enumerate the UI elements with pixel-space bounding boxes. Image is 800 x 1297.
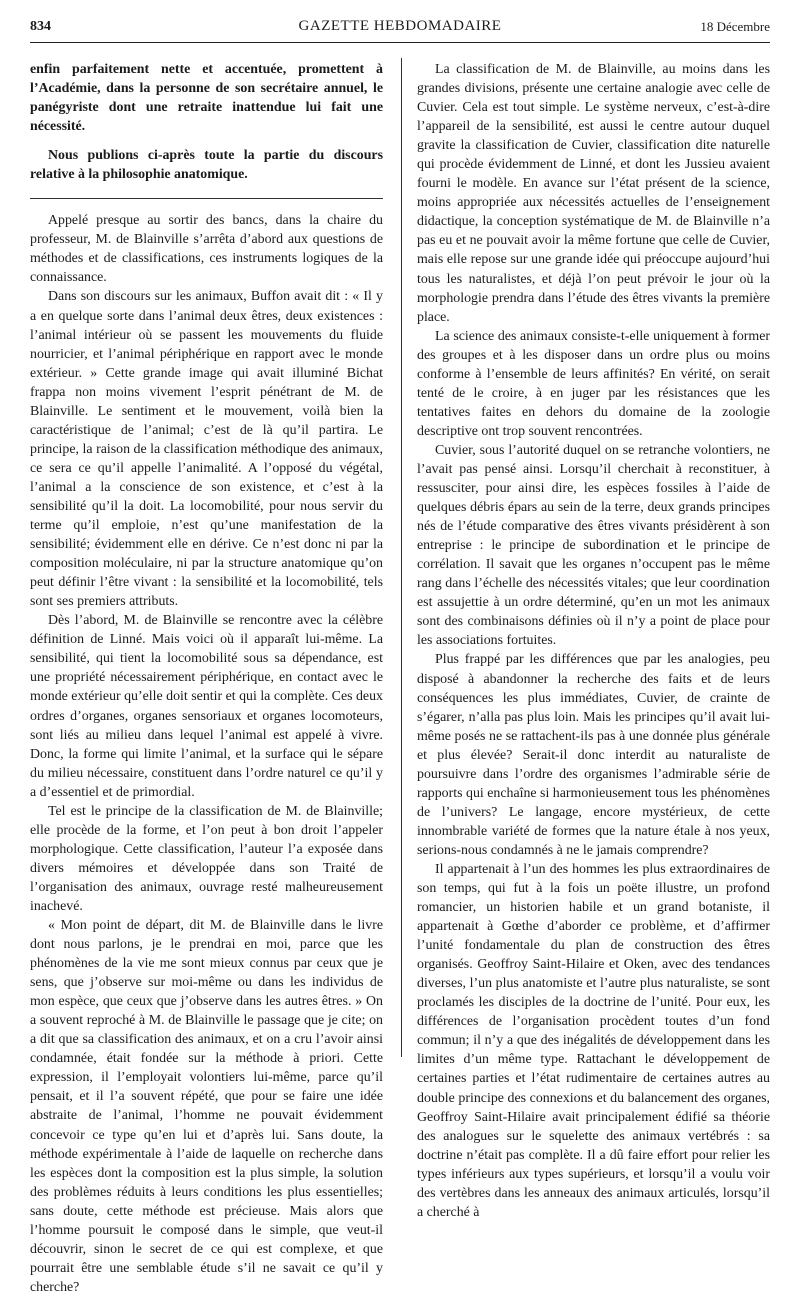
right-column xyxy=(417,60,770,1220)
body-paragraph: Appelé presque au sortir des bancs, dans la chaire du professeur, M. de Blainville s’arrêta d’abord aux questions de méthodes et de classifications, ces instruments logiques de la connaissance. xyxy=(30,213,383,286)
body-paragraph: « Mon point de départ, dit M. de Blainville dans le livre dont nous parlons, je le prendrai en moi, parce que les phénomènes de la vie me sont mieux connus par ceux que je sens, que j’observe sur moi-même ou dans les individus de mon espèce, que ceux que j’observe dans les autres êtres. » On a souvent reproché à M. de Blainville le passage que je cite; on a dit que sa classification des animaux, et on a cru l’avoir ainsi condamnée, était fondée sur la méthode à priori. Cette expression, il l’employait volontiers lui-même, parce qu’il pensait, et il l’a souvent répété, que pour se faire une idée abstraite de l’animal, l’homme ne pouvait évidemment concevoir ce type qu’en lui et d’après lui. Sans doute, la méthode expérimentale à l’aide de laquelle on recherche dans les espèces dont la composition est la plus simple, la solution des problèmes réduits à leurs conditions les plus essentielles; sans doute, cette méthode est précieuse. Mais alors que l’homme poursuit le composé dans le simple, que veut-il découvrir, sinon le secret de ce qui est complexe, et que pourrait être une semblable étude s’il ne savait ce qu’il y cherche? xyxy=(30,918,383,1295)
journal-title: GAZETTE HEBDOMADAIRE xyxy=(298,18,502,34)
body-paragraph: La classification de M. de Blainville, au moins dans les grandes divisions, présente une certaine analogie avec celle de Cuvier. Cela est tout simple. Le système nerveux, c’est-à-dire l’appareil de la sensibilité, est aussi le centre autour duquel gravite la classification de Cuvier, classification dite naturelle qui procède évidemment de Linné, et dont les Jussieu avaient fourni le modèle. En avance sur l’état présent de la science, moins appropriée aux nécessités actuelles de l’enseignement didactique, la conception systématique de M. de Blainville n’a pas eu et ne pouvait avoir la même fortune que celle de Cuvier, mais elle repose sur une grande idée qui préoccupe aujourd’hui tous les naturalistes, et déjà l’on peut prévoir le jour où la morphologie prendra dans l’étude des êtres vivants la première place. xyxy=(417,62,770,325)
section-separator xyxy=(30,198,383,199)
left-column xyxy=(30,60,383,1295)
body-paragraph: Il appartenait à l’un des hommes les plus extraordinaires de son temps, qui fut à la fois un poëte illustre, un profond romancier, un historien habile et un grand botaniste, il appartenait à Gœthe d’aborder ce problème, et d’affirmer l’unité fondamentale du plan de construction des êtres organisés. Geoffroy Saint-Hilaire et Oken, avec des tendances diverses, l’un plus anatomiste et l’autre plus naturaliste, se sont proclamés les disciples de la doctrine de l’unité. Pour eux, les différences de l’organisation procèdent toutes d’un fond commun; il n’y a que des inégalités de développement dans les limites d’un même type. Rattachant le développement de certaines parties et l’état rudimentaire de certaines autres au double principe des connexions et du balancement des organes, Geoffroy Saint-Hilaire avait principalement édifié sa théorie des analogues sur le squelette des animaux vertébrés : sa doctrine n’était pas complète. Il a dû faire effort pour relier les types inférieurs aux types supérieurs, et lorsqu’il a voulu voir des vertèbres dans les anneaux des animaux articulés, lorsqu’il a cherché à xyxy=(417,861,770,1220)
page-header xyxy=(30,14,770,43)
body-paragraph: Tel est le principe de la classification de M. de Blainville; elle procède de la forme, et l’on peut à bon droit l’appeler morphologique. Cette classification, l’auteur l’a exposée dans divers mémoires et développée dans son Traité de l’organisation des animaux, ouvrage resté malheureusement inachevé. xyxy=(30,803,383,914)
column-divider xyxy=(401,58,402,1057)
body-paragraph: Dès l’abord, M. de Blainville se rencontre avec la célèbre définition de Linné. Mais voici où il apparaît lui-même. La sensibilité, qui tient la locomobilité sous sa dépendance, est une propriété nécessairement périphérique, en contact avec le monde extérieur qu’elle doit sentir et qui la complète. Ces deux ordres d’organes, organes sensoriaux et organes locomoteurs, sont liés au milieu dans lequel l’animal est appelé à vivre. Donc, la forme qui limite l’animal, et la surface qui le sépare du milieu nécessaire, constituent dans l’ordre naturel ce qu’il y a d’essentiel et de primordial. xyxy=(30,613,383,800)
body-paragraph: Cuvier, sous l’autorité duquel on se retranche volontiers, ne l’avait pas pensé ainsi. Lorsqu’il cherchait à reconstituer, à ressusciter, pour ainsi dire, les espèces fossiles à l’aide de quelques débris épars au sein de la terre, deux grands principes nés de l’étude comparative des êtres vivants présidèrent à son entreprise : le principe de subordination et le principe de corrélation. Il savait que les organes n’occupent pas le même rang dans l’échelle des nécessités vitales; que leur coordination est assujettie à un ordre déterminé, qu’en un mot les animaux sont des combinaisons définies où il n’y a point de place pour les associations fortuites. xyxy=(417,442,770,649)
body-paragraph: Plus frappé par les différences que par les analogies, peu disposé à abandonner la recherche des faits et de leurs conséquences les plus immédiates, Cuvier, de crainte de s’égarer, n’alla pas plus loin. Mais les principes qu’il avait lui-même posés ne se rattachent-ils pas à une donnée plus générale et plus élevée? Serait-il donc interdit au naturaliste de poursuivre dans l’ordre des organismes l’admirable série de rapports qui enchaîne si harmonieusement tous les phénomènes de l’univers? Le langage, encore mystérieux, de cette innombrable variété de formes que la nature étale à nos yeux, serions-nous condamnés à ne le jamais comprendre? xyxy=(417,652,770,858)
intro-paragraph: enfin parfaitement nette et accentuée, promettent à l’Académie, dans la personne de son secrétaire annuel, le panégyriste dont une retraite inattendue lui fait une nécessité. xyxy=(30,62,383,135)
intro-paragraph: Nous publions ci-après toute la partie du discours relative à la philosophie anatomique. xyxy=(30,148,383,183)
issue-date: 18 Décembre xyxy=(700,19,770,34)
body-paragraph: La science des animaux consiste-t-elle uniquement à former des groupes et à les disposer dans un ordre plus ou moins conforme à l’ensemble de leurs affinités? En vérité, on serait tenté de le croire, à en juger par les résistances que les tentatives faites en dehors du domaine de la zoologie descriptive ont trop souvent rencontrées. xyxy=(417,328,770,439)
body-paragraph: Dans son discours sur les animaux, Buffon avait dit : « Il y a en quelque sorte dans l’animal deux êtres, deux existences : l’animal intérieur où se passent les mouvements du fluide nourricier, et l’animal périphérique en rapport avec le monde extérieur. » Cette grande image qui avait illuminé Bichat frappa non moins vivement l’esprit pénétrant de M. de Blainville. Le sentiment et le mouvement, voilà bien la caractéristique de l’animal; c’est de là qu’il partira. Le principe, la raison de la classification méthodique des animaux, ce sera ce qu’il appelle l’animalité. A l’opposé du végétal, l’animal a la conscience de son existence, et c’est à la sensibilité qu’il la doit. La locomobilité, pour nous servir du terme qu’il emploie, n’est qu’une manifestation de la sensibilité; évidemment elle en dérive. Ce n’est donc ni par la composition moléculaire, ni par la structure anatomique qu’on peut définir l’être vivant : la sensibilité et la locomobilité, tels sont ses premiers attributs. xyxy=(30,289,383,610)
page-number: 834 xyxy=(30,19,51,34)
